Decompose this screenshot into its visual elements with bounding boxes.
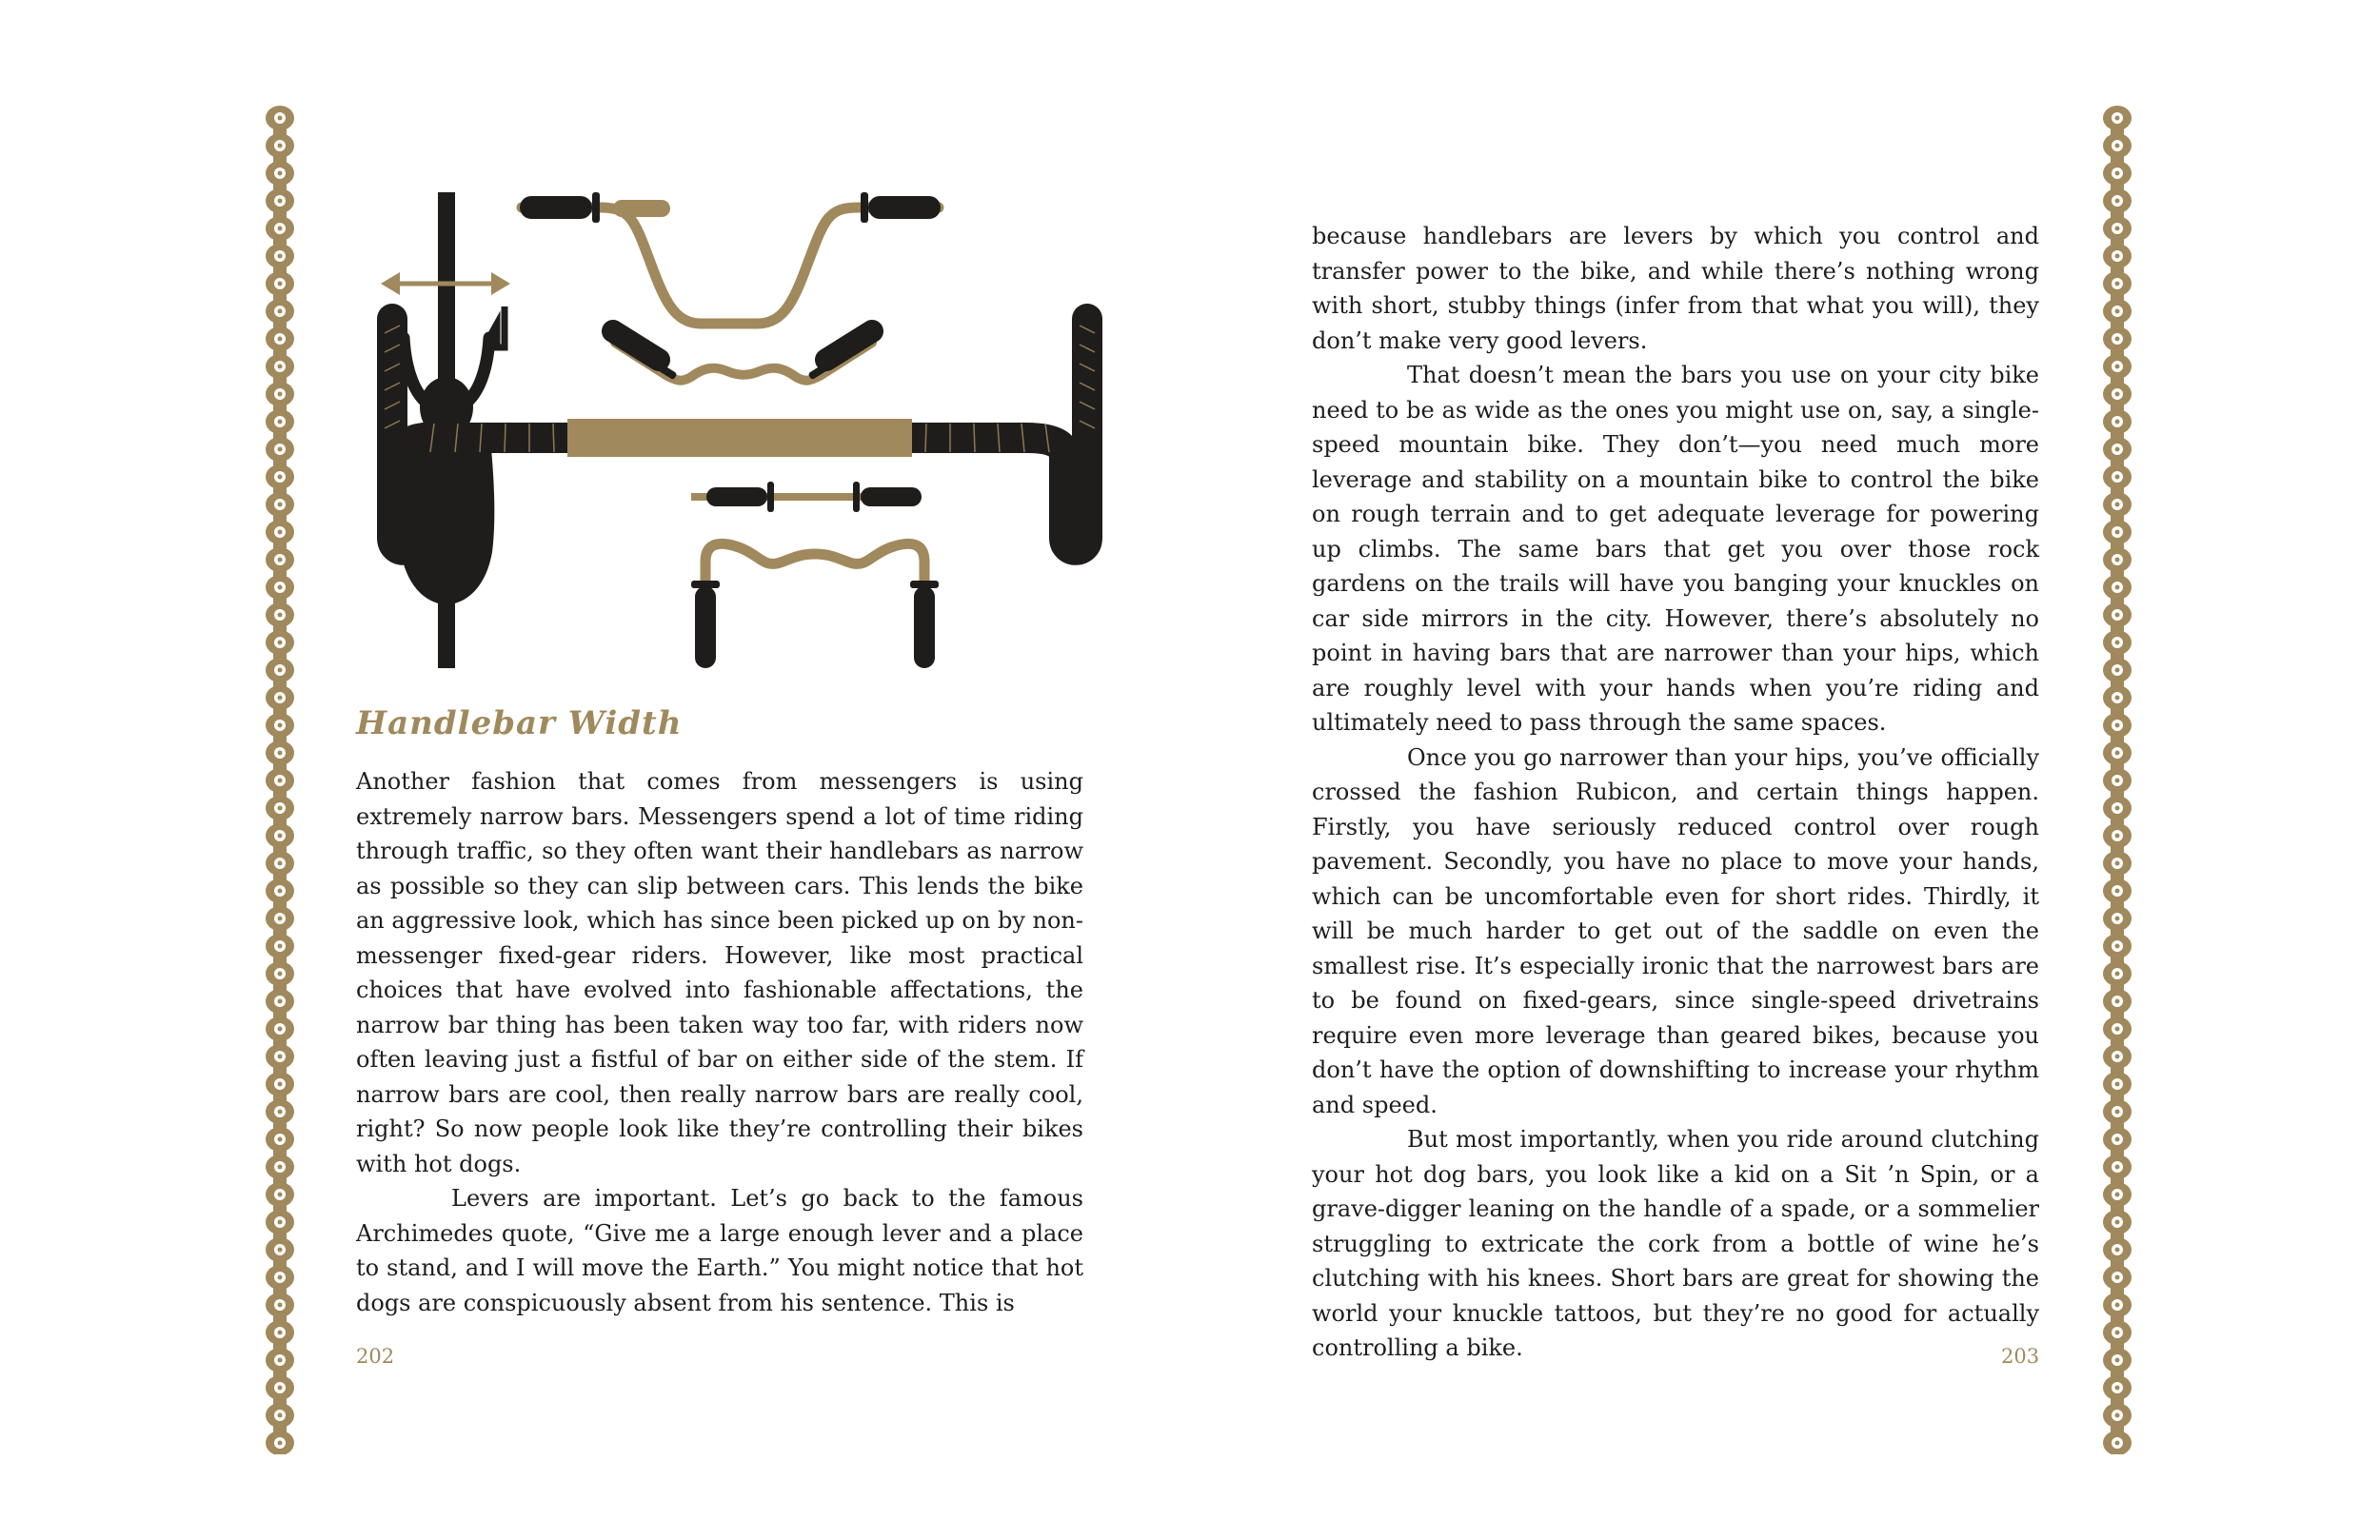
chain-pin bbox=[2115, 392, 2120, 397]
chain-pin bbox=[278, 917, 283, 921]
paragraph: That doesn’t mean the bars you use on your city bike need to be as wide as the ones you might use on, say, a single-speed mountain bike. They don’t—you need much more leverage and stability on a mountain bike to control the bike on rough terrain and to get adequate leverage for powering up climbs. The same bars that get you over those rock gardens on the trails will have you banging your knuckles on car side mirrors in the city. However, there’s absolutely no point in having bars that are narrower than your hips, which are roughly level with your hands when you’re riding and ultimately need to pass through the same spaces. bbox=[1312, 362, 2039, 736]
chain-pin bbox=[2115, 999, 2120, 1004]
chain-pin bbox=[2115, 254, 2120, 259]
chain-pin bbox=[2115, 1441, 2120, 1446]
chain-pin bbox=[2115, 1137, 2120, 1142]
chain-pin bbox=[2115, 309, 2120, 314]
chain-pin bbox=[2115, 1082, 2120, 1087]
chain-pin bbox=[278, 282, 283, 286]
chain-pin bbox=[2115, 1165, 2120, 1170]
chain-pin bbox=[278, 309, 283, 314]
chain-pin bbox=[2115, 558, 2120, 563]
paragraph: because handlebars are levers by which you control and transfer power to the bike, and while there’s nothing wrong with short, stubby things (infer from that what you will), they don’t make very good levers. bbox=[1312, 223, 2039, 354]
chain-pin bbox=[2115, 861, 2120, 866]
chain-pin bbox=[2115, 337, 2120, 342]
chain-pin bbox=[2115, 806, 2120, 811]
chain-pin bbox=[2115, 365, 2120, 369]
chain-pin bbox=[278, 1441, 283, 1446]
chain-pin bbox=[278, 337, 283, 342]
chain-pin bbox=[278, 889, 283, 894]
chain-pin bbox=[278, 585, 283, 590]
chain-pin bbox=[2115, 1386, 2120, 1391]
chain-pin bbox=[2115, 447, 2120, 452]
chain-pin bbox=[278, 144, 283, 148]
chain-pin bbox=[2115, 1331, 2120, 1335]
paragraph: But most importantly, when you ride around clutching your hot dog bars, you look like a kid on a Sit ’n Spin, or a grave-digger leaning on the handle of a spade, or a sommelier struggling to extricate the cork from a bottle of wine he’s clutching with his knees. Short bars are great for showing the world your knuckle tattoos, but they’re no good for actually controlling a bike. bbox=[1312, 1126, 2039, 1361]
chain-pin bbox=[278, 779, 283, 783]
chain-pin bbox=[2115, 1220, 2120, 1225]
chain-border-left bbox=[263, 103, 297, 1454]
chain-pin bbox=[278, 668, 283, 673]
chain-pin bbox=[278, 806, 283, 811]
chain-pin bbox=[2115, 668, 2120, 673]
chain-pin bbox=[278, 1193, 283, 1197]
chain-pin bbox=[278, 1386, 283, 1391]
chain-pin bbox=[2115, 1027, 2120, 1032]
chain-pin bbox=[278, 558, 283, 563]
chain-pin bbox=[2115, 116, 2120, 121]
chain-pin bbox=[2115, 1303, 2120, 1308]
chain-pin bbox=[2115, 144, 2120, 148]
chain-pin bbox=[278, 1220, 283, 1225]
chain-pin bbox=[2115, 944, 2120, 949]
chain-pin bbox=[278, 227, 283, 231]
chain-pin bbox=[278, 1137, 283, 1142]
chain-border-right bbox=[2100, 103, 2134, 1454]
paragraph: Levers are important. Let’s go back to the famous Archimedes quote, “Give me a large enough lever and a place to stand, and I will move the Earth.” You might notice that hot dogs are conspicuously absent from his sentence. This is bbox=[356, 1185, 1083, 1316]
chain-pin bbox=[2115, 420, 2120, 424]
chain-pin bbox=[278, 861, 283, 866]
chain-pin bbox=[278, 116, 283, 121]
chain-pin bbox=[278, 447, 283, 452]
chain-pin bbox=[2115, 475, 2120, 480]
chain-pin bbox=[2115, 641, 2120, 645]
chain-pin bbox=[278, 1413, 283, 1418]
chain-pin bbox=[2115, 1358, 2120, 1363]
chain-pin bbox=[278, 1027, 283, 1032]
chain-pin bbox=[2115, 199, 2120, 204]
chain-pin bbox=[2115, 779, 2120, 783]
section-heading: Handlebar Width bbox=[356, 704, 683, 742]
page-number-right: 203 bbox=[2001, 1345, 2040, 1368]
riser-handlebar-icon bbox=[613, 331, 872, 381]
chain-pin bbox=[2115, 1110, 2120, 1115]
chain-pin bbox=[278, 1275, 283, 1280]
chain-link-bridge bbox=[2111, 1452, 2124, 1454]
chain-pin bbox=[278, 1082, 283, 1087]
short-flat-handlebar-icon bbox=[691, 482, 922, 512]
chain-pin bbox=[278, 199, 283, 204]
chain-link-bridge bbox=[273, 1452, 287, 1454]
chain-pin bbox=[278, 365, 283, 369]
chain-pin bbox=[278, 475, 283, 480]
chain-pin bbox=[2115, 503, 2120, 507]
chain-pin bbox=[2115, 171, 2120, 176]
chain-pin bbox=[278, 751, 283, 756]
chain-pin bbox=[278, 834, 283, 839]
chain-pin bbox=[2115, 585, 2120, 590]
right-page-body bbox=[1312, 219, 2039, 1366]
paragraph: Another fashion that comes from messengers is using extremely narrow bars. Messengers spend a lot of time riding through traffic, so they often want their handlebars as narrow as possible so they can slip between cars. This lends the bike an aggressive look, which has since been picked up on by non-messenger fixed-gear riders. However, like most practical choices that have evolved into fashionable affectations, the narrow bar thing has been taken way too far, with riders now often leaving just a fistful of bar on either side of the stem. If narrow bars are cool, then really narrow bars are really cool, right? So now people look like they’re controlling their bikes with hot dogs. bbox=[356, 768, 1083, 1177]
chain-pin bbox=[2115, 972, 2120, 977]
chain-pin bbox=[278, 171, 283, 176]
chain-pin bbox=[2115, 1248, 2120, 1253]
chain-pin bbox=[2115, 1413, 2120, 1418]
chain-pin bbox=[2115, 917, 2120, 921]
left-page-body bbox=[356, 764, 1083, 1320]
chain-pin bbox=[278, 696, 283, 701]
chain-pin bbox=[278, 1331, 283, 1335]
chain-pin bbox=[2115, 834, 2120, 839]
chain-pin bbox=[2115, 723, 2120, 728]
page-number-left: 202 bbox=[356, 1345, 395, 1368]
chain-pin bbox=[278, 420, 283, 424]
chain-pin bbox=[2115, 889, 2120, 894]
chain-pin bbox=[278, 999, 283, 1004]
chain-pin bbox=[278, 641, 283, 645]
chain-pin bbox=[278, 1358, 283, 1363]
chain-pin bbox=[278, 1248, 283, 1253]
chain-pin bbox=[2115, 1193, 2120, 1197]
chain-pin bbox=[2115, 227, 2120, 231]
chain-pin bbox=[2115, 1275, 2120, 1280]
chain-pin bbox=[278, 503, 283, 507]
bmx-handlebar-icon bbox=[520, 192, 941, 324]
chain-pin bbox=[278, 1110, 283, 1115]
chain-pin bbox=[278, 1303, 283, 1308]
chain-pin bbox=[278, 944, 283, 949]
bullhorn-handlebar-icon bbox=[691, 543, 939, 668]
chain-pin bbox=[278, 1055, 283, 1059]
chain-pin bbox=[278, 392, 283, 397]
chain-pin bbox=[2115, 751, 2120, 756]
paragraph: Once you go narrower than your hips, you’ve officially crossed the fashion Rubicon, and certain things happen. Firstly, you have seriously reduced control over rough pavement. Secondly, you have no place to move your hands, which can be uncomfortable even for short rides. Thirdly, it will be much harder to get out of the saddle on even the smallest rise. It’s especially ironic that the narrowest bars are to be found on fixed-gears, since single-speed drivetrains require even more leverage than geared bikes, because you don’t have the option of downshifting to increase your rhythm and speed. bbox=[1312, 743, 2039, 1118]
chain-pin bbox=[278, 723, 283, 728]
chain-pin bbox=[278, 530, 283, 535]
chain-pin bbox=[2115, 1055, 2120, 1059]
chain-pin bbox=[278, 254, 283, 259]
handlebar-illustration bbox=[377, 181, 1102, 681]
chain-pin bbox=[278, 1165, 283, 1170]
chain-pin bbox=[2115, 613, 2120, 618]
chain-pin bbox=[278, 972, 283, 977]
chain-pin bbox=[2115, 696, 2120, 701]
chain-pin bbox=[2115, 282, 2120, 286]
chain-pin bbox=[278, 613, 283, 618]
chain-pin bbox=[2115, 530, 2120, 535]
